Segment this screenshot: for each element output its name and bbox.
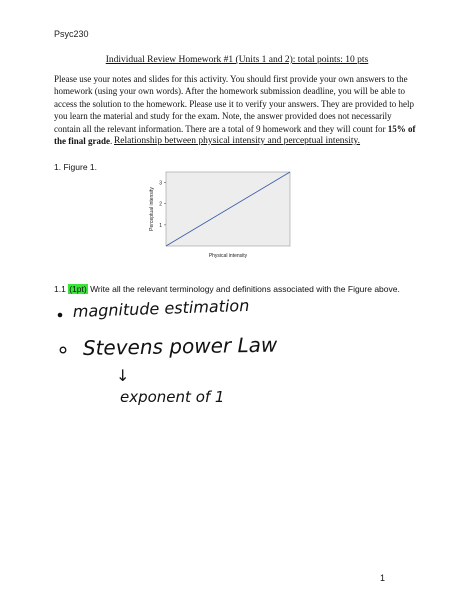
grade-weight-emphasis: 15% of the final grade [54, 123, 416, 147]
bullet-dot-1 [58, 313, 63, 318]
x-axis-label: Physical intensity [208, 253, 248, 259]
y-tick-label: 1 [159, 222, 162, 229]
section-heading: Relationship between physical intensity and perceptual intensity. [113, 136, 361, 146]
question-number: 1.1 [54, 284, 66, 294]
points-highlight: (1pt) [69, 284, 87, 294]
instructions-text: Please use your notes and slides for this activity. You should first provide your own answers to the homework (using your own words). After the homework submission deadline, you will be able to access the solution to the homework. Please use it to verify your answers. They are provided to help you learn the material and study for the exam. Note, the answer provided does not necessarily contain all the relevant information. There are a total of 9 homework and they will count for [54, 74, 414, 134]
handwritten-note: exponent of 1 [120, 388, 225, 406]
chart-svg [140, 168, 300, 263]
y-tick-label: 3 [159, 180, 162, 187]
handwriting-svg [40, 290, 350, 420]
handwritten-arrow: ↓ [116, 366, 130, 385]
handwritten-bullet-1: magnitude estimation [72, 295, 250, 321]
figure-label: 1. Figure 1. [54, 162, 97, 172]
homework-title: Individual Review Homework #1 (Units 1 and 2): total points: 10 pts [105, 55, 369, 65]
course-header: Psyc230 [54, 29, 89, 39]
bullet-dot-2 [60, 347, 66, 353]
instructions-end: . [110, 136, 113, 147]
y-axis-label: Perceptual intensity [149, 187, 155, 231]
question-text: Write all the relevant terminology and definitions associated with the Figure above. [90, 284, 400, 294]
handwritten-answer [40, 290, 350, 420]
y-tick-label: 2 [159, 201, 162, 208]
handwritten-bullet-2: Stevens power Law [82, 332, 278, 360]
figure-1-chart [140, 168, 300, 263]
page-number: 1 [380, 573, 386, 583]
